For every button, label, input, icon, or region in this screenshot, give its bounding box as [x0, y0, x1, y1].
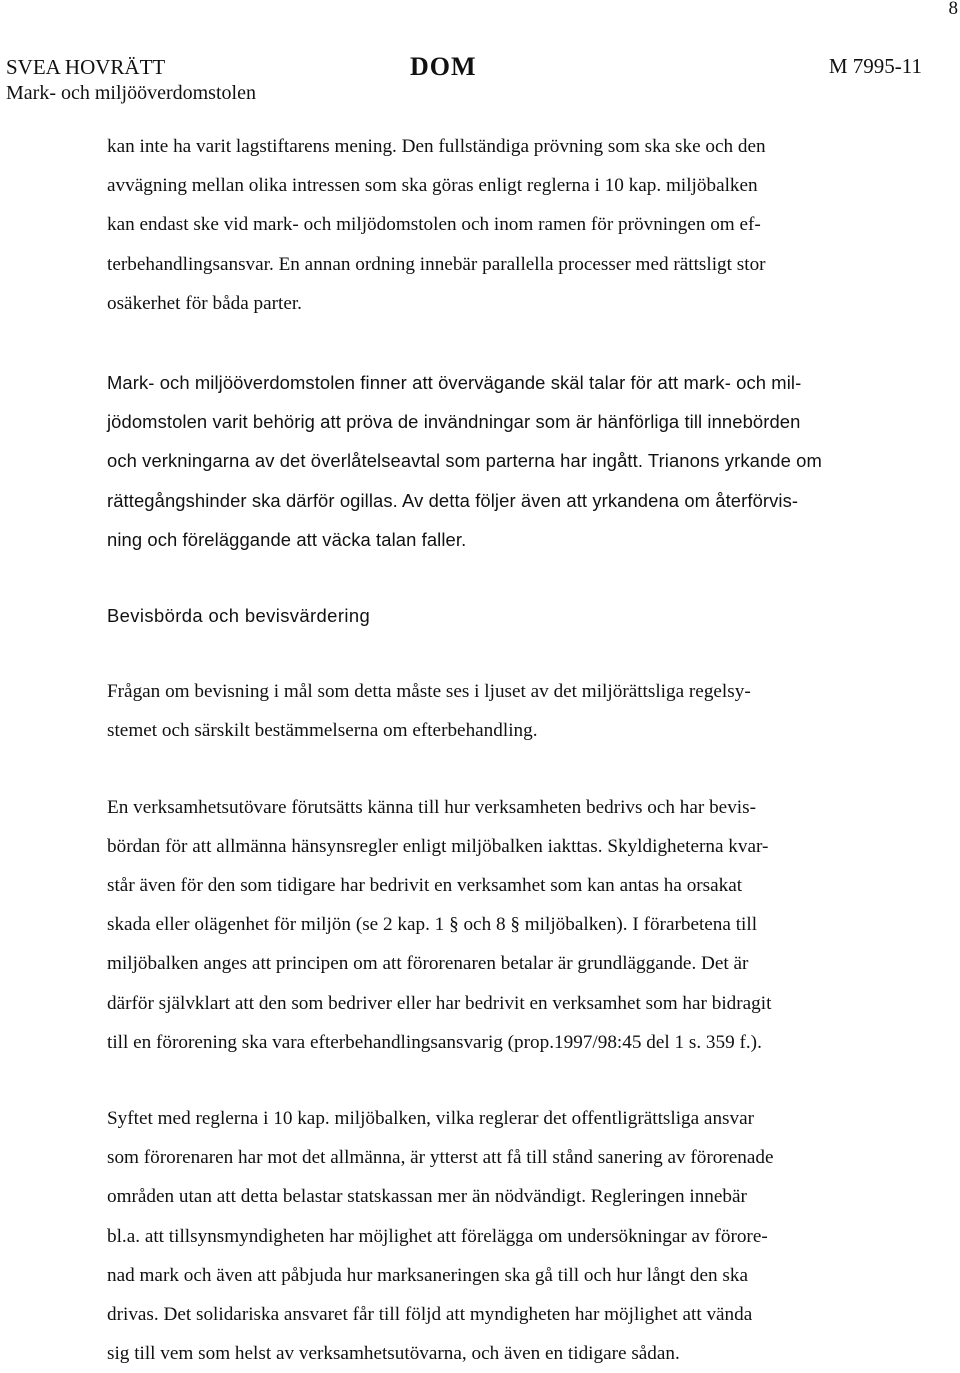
- text-line: till en förorening ska vara efterbehandlingsansvarig (prop.1997/98:45 del 1 s. 359 f.).: [107, 1031, 762, 1053]
- text-line: rättegångshinder ska därför ogillas. Av detta följer även att yrkandena om återförvis-: [107, 489, 799, 511]
- text-line: kan inte ha varit lagstiftarens mening. Den fullständiga prövning som ska ske och den: [107, 136, 766, 157]
- text-line: sig till vem som helst av verksamhetsutövarna, och även en tidigare sådan.: [107, 1343, 680, 1365]
- paragraph-2: [107, 363, 897, 559]
- page-number: 8: [948, 0, 958, 19]
- text-line: ning och föreläggande att väcka talan faller.: [107, 528, 467, 550]
- text-line: bl.a. att tillsynsmyndigheten har möjlighet att förelägga om undersökningar av förore-: [107, 1225, 768, 1247]
- text-line: står även för den som tidigare har bedrivit en verksamhet som kan antas ha orsakat: [107, 875, 743, 897]
- section-heading: Bevisbörda och bevisvärdering: [107, 605, 371, 627]
- document-body: [107, 127, 897, 1373]
- text-line: Syftet med reglerna i 10 kap. miljöbalken, vilka reglerar det offentligrättsliga ansvar: [107, 1108, 755, 1130]
- text-line: bördan för att allmänna hänsynsregler enligt miljöbalken iakttas. Skyldigheterna kvar-: [107, 835, 769, 857]
- text-line: därför självklart att den som bedriver eller har bedrivit en verksamhet som har bidragit: [107, 992, 772, 1014]
- text-line: avvägning mellan olika intressen som ska göras enligt reglerna i 10 kap. miljöbalken: [107, 175, 758, 197]
- text-line: stemet och särskilt bestämmelserna om efterbehandling.: [107, 720, 538, 742]
- text-line: terbehandlingsansvar. En annan ordning innebär parallella processer med rättsligt stor: [107, 253, 766, 275]
- paragraph-5: [107, 1099, 897, 1373]
- text-line: Frågan om bevisning i mål som detta måste ses i ljuset av det miljörättsliga regelsy-: [107, 681, 751, 703]
- text-line: miljöbalken anges att principen om att förorenaren betalar är grundläggande. Det är: [107, 953, 749, 975]
- text-line: drivas. Det solidariska ansvaret får till följd att myndigheten har möjlighet att vända: [107, 1304, 753, 1326]
- text-line: jödomstolen varit behörig att pröva de invändningar som är hänförliga till innebörden: [107, 411, 801, 433]
- text-line: En verksamhetsutövare förutsätts känna till hur verksamheten bedrivs och har bevis-: [107, 796, 756, 818]
- case-number: M 7995-11: [828, 54, 922, 78]
- document-type: DOM: [410, 52, 477, 81]
- court-name: SVEA HOVRÄTT: [6, 55, 166, 79]
- text-line: osäkerhet för båda parter.: [107, 292, 302, 314]
- text-line: skada eller olägenhet för miljön (se 2 kap. 1 § och 8 § miljöbalken). I förarbetena till: [107, 914, 758, 936]
- text-line: områden utan att detta belastar statskassan mer än nödvändigt. Regleringen innebär: [107, 1186, 747, 1208]
- text-line: nad mark och även att påbjuda hur marksaneringen ska gå till och hur långt den ska: [107, 1264, 748, 1286]
- text-line: Mark- och miljööverdomstolen finner att övervägande skäl talar för att mark- och mil-: [107, 372, 802, 394]
- text-line: som förorenaren har mot det allmänna, är ytterst att få till stånd sanering av förorenade: [107, 1147, 774, 1169]
- paragraph-3: [107, 672, 897, 750]
- court-division: Mark- och miljööverdomstolen: [6, 82, 256, 104]
- paragraph-1: [107, 127, 897, 323]
- text-line: kan endast ske vid mark- och miljödomstolen och inom ramen för prövningen om ef-: [107, 214, 761, 236]
- document-header: [0, 52, 960, 112]
- text-line: och verkningarna av det överlåtelseavtal som parterna har ingått. Trianons yrkande om: [107, 450, 822, 472]
- paragraph-4: [107, 788, 897, 1062]
- court-name-block: [6, 54, 256, 106]
